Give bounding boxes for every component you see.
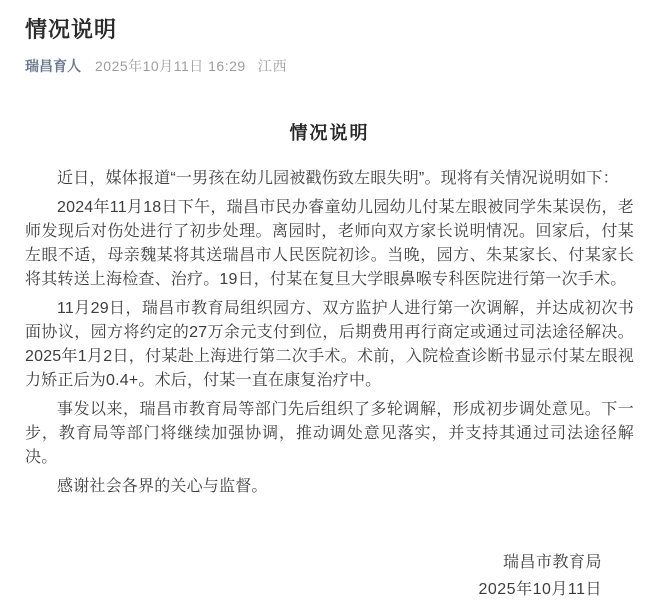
post-meta [25,57,634,75]
signature-date: 2025年10月11日 [478,581,602,598]
post-header [25,15,634,75]
statement-paragraph: 感谢社会各界的关心与监督。 [57,478,268,495]
post-title: 情况说明 [25,17,118,42]
author-link[interactable]: 瑞昌育人 [25,58,81,74]
statement-title: 情况说明 [289,123,370,143]
signature-org: 瑞昌市教育局 [502,554,602,571]
statement-paragraph: 11月29日，瑞昌市教育局组织园方、双方监护人进行第一次调解，并达成初次书面协议，园方将约定的27万余元支付到位，后期费用再行商定或通过司法途径解决。2025年1月2日，付某赴上海进行第二次手术。术前，入院检查诊断书显示付某左眼视力矫正后为0.4+。术后，付某一直在康复治疗中。 [25,300,634,389]
statement-paragraph: 事发以来，瑞昌市教育局等部门先后组织了多轮调解，形成初步调处意见。下一步，教育局等部门将继续加强协调，推动调处意见落实，并支持其通过司法途径解决。 [25,401,634,466]
statement-paragraph: 近日，媒体报道“一男孩在幼儿园被戳伤致左眼失明”。现将有关情况说明如下： [57,170,619,187]
post-timestamp: 2025年10月11日 16:29 [95,58,246,74]
statement-paragraph: 2024年11月18日下午，瑞昌市民办睿童幼儿园幼儿付某左眼被同学朱某误伤，老师发现后对伤处进行了初步处理。离园时，老师向双方家长说明情况。回家后，付某左眼不适，母亲魏某将其送瑞昌市人民医院初诊。当晚，园方、朱某家长、付某家长将其转送上海检查、治疗。19日，付某在复旦大学眼鼻喉专科医院进行第一次手术。 [25,199,634,288]
statement-body [25,120,634,603]
post-location: 江西 [257,58,288,74]
signature-block [25,549,634,603]
